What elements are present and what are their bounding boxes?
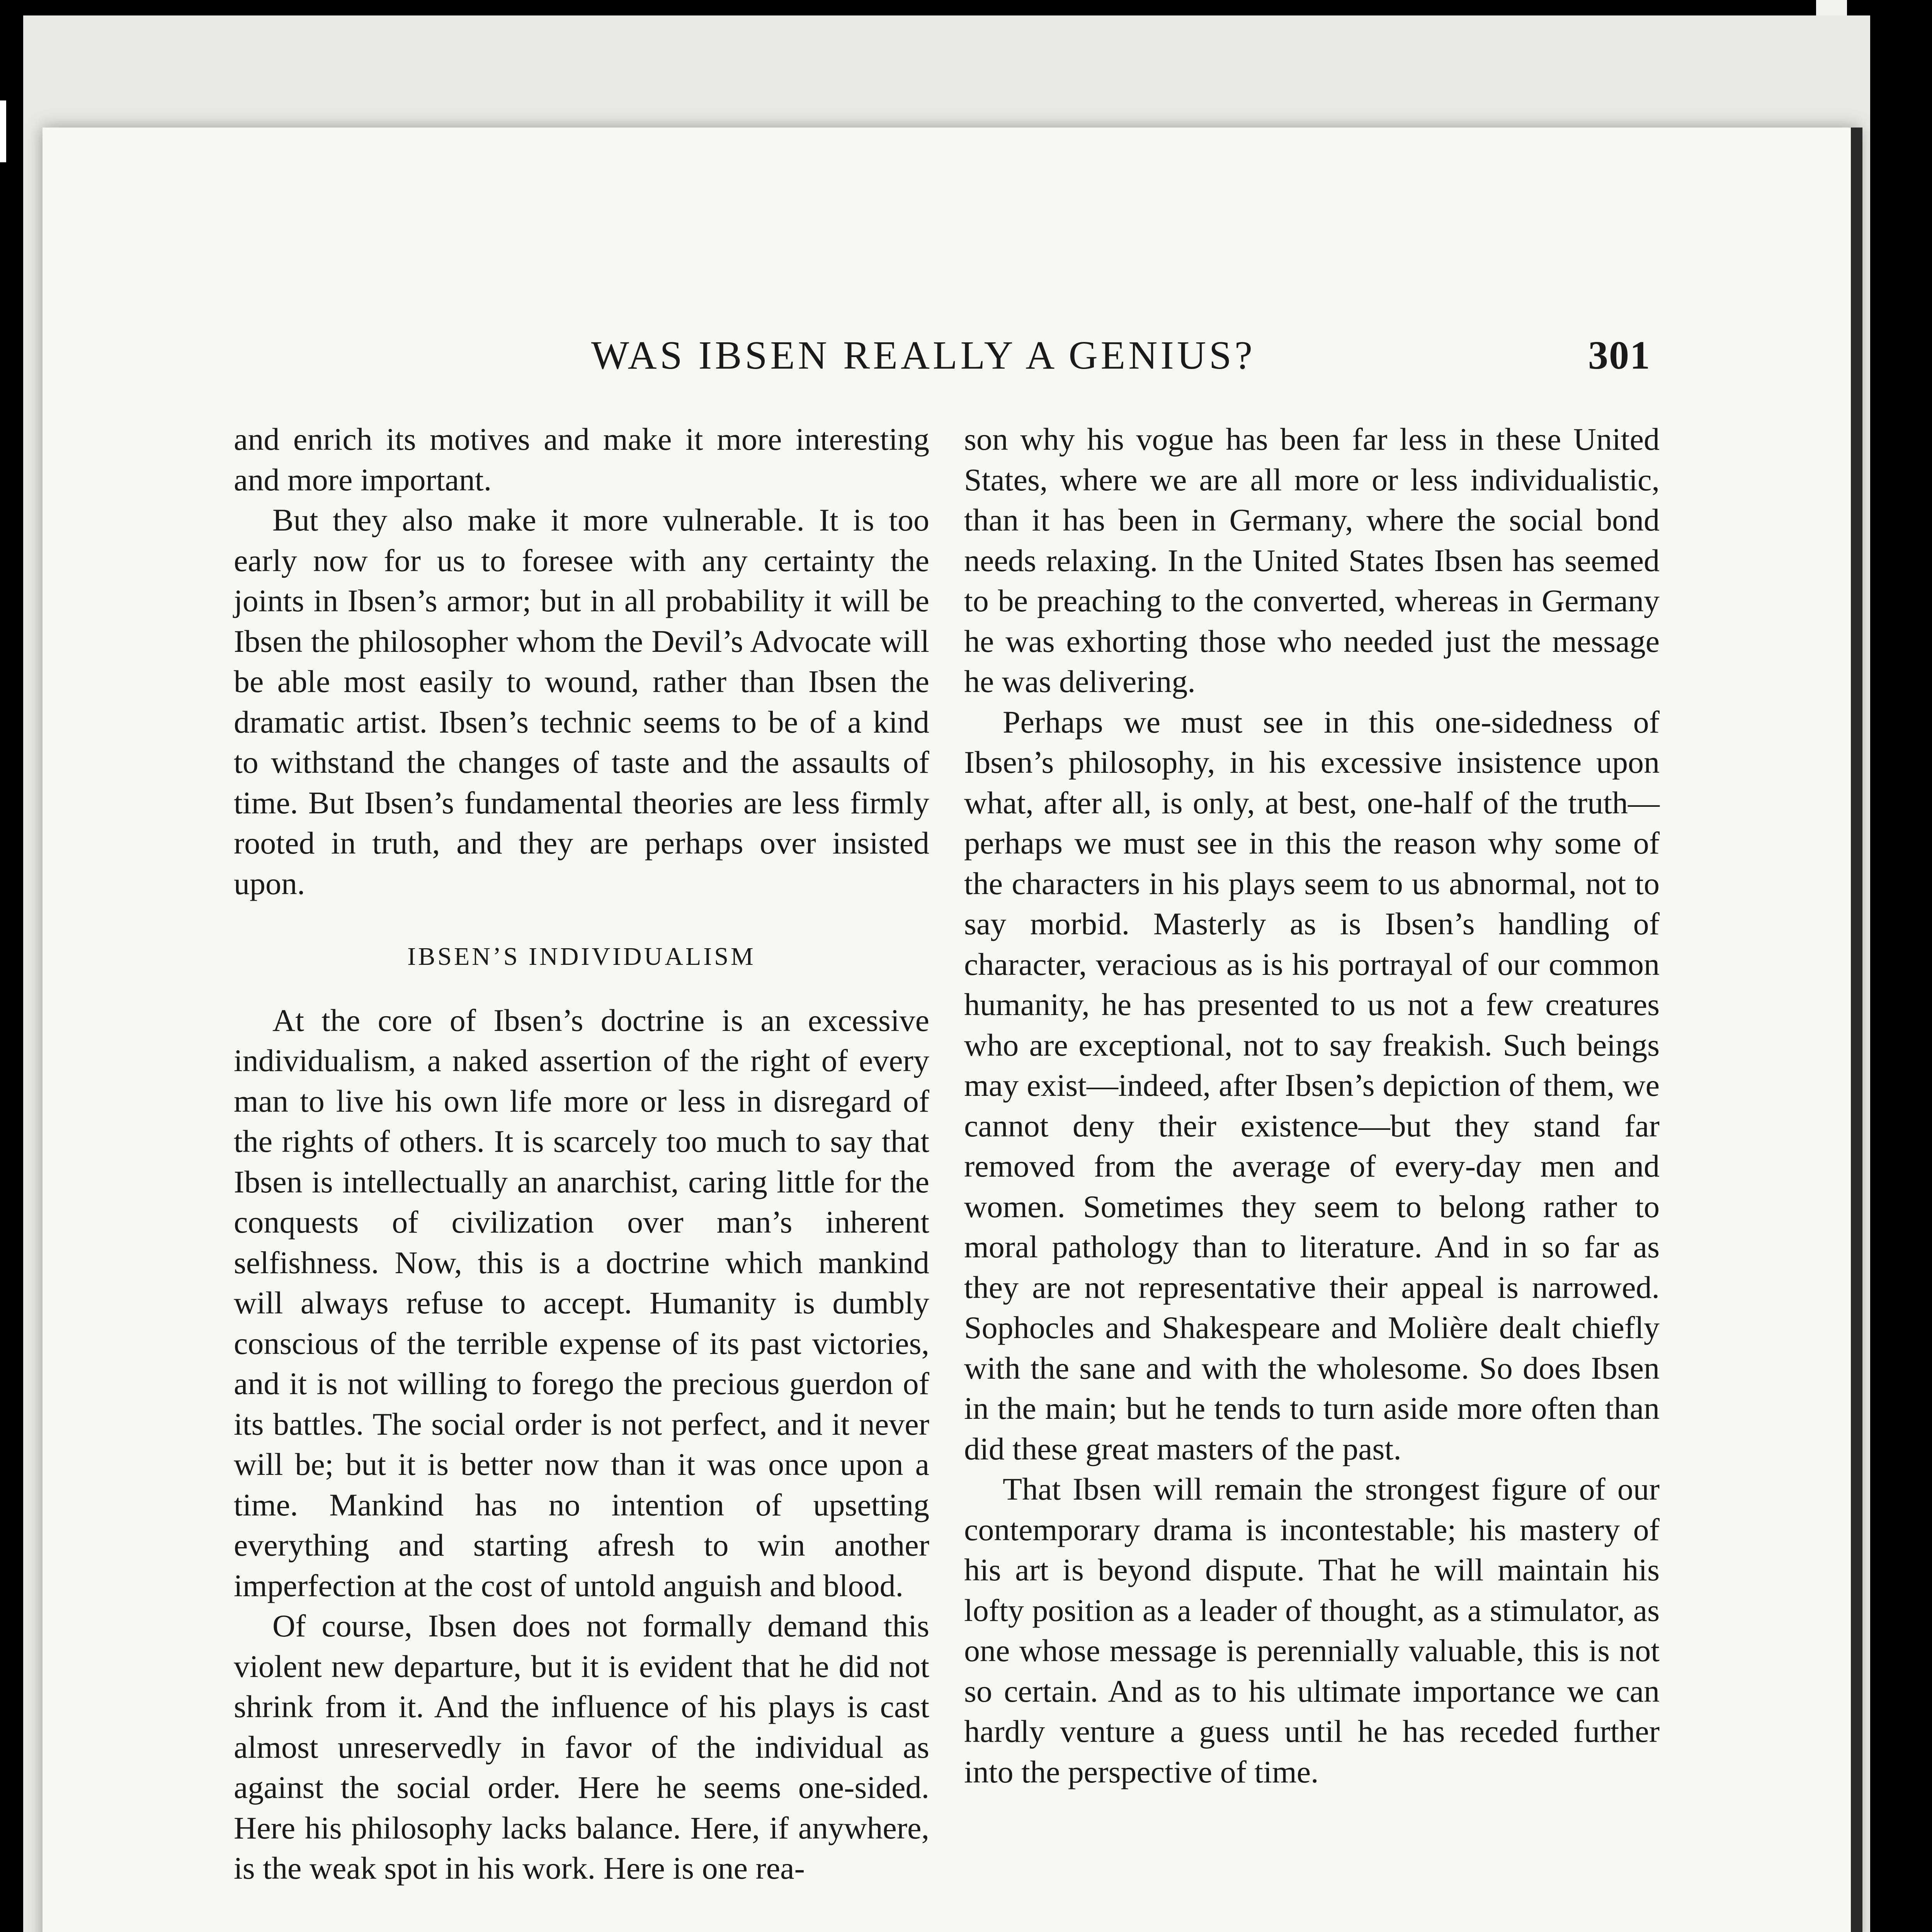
left-column <box>234 419 929 1889</box>
section-heading: IBSEN’S INDIVIDUALISM <box>407 942 756 971</box>
paragraph: Of course, Ibsen does not formally demand this violent new departure, but it is evident that he did not shrink from it. And the influence of his plays is cast almost unreservedly in favor of the individual as against the social order. Here he seems one-sided. Here his philosophy lacks balance. Here, if anywhere, is the weak spot in his work. Here is one rea- <box>234 1608 929 1886</box>
running-head-title: WAS IBSEN REALLY A GENIUS? <box>591 333 1256 378</box>
right-column <box>964 419 1660 1792</box>
paragraph: But they also make it more vulnerable. It is too early now for us to foresee with any certainty the joints in Ibsen’s armor; but in all probability it will be Ibsen the philosopher whom the Devil’s Advocate will be able most easily to wound, rather than Ibsen the dramatic artist. Ibsen’s technic seems to be of a kind to withstand the changes of taste and the assaults of time. But Ibsen’s fundamental theories are less firmly rooted in truth, and they are perhaps over insisted upon. <box>234 502 929 901</box>
paragraph: and enrich its motives and make it more interesting and more important. <box>234 422 929 497</box>
paragraph: son why his vogue has been far less in these United States, where we are all more or less individualistic, than it has been in Germany, where the social bond needs relaxing. In the United States Ibsen has seemed to be preaching to the converted, whereas in Germany he was exhorting those who needed just the message he was delivering. <box>964 422 1660 699</box>
page-edge-shadow <box>1851 128 1862 1932</box>
page-number: 301 <box>1588 333 1651 378</box>
running-head <box>591 332 1673 378</box>
paragraph: Perhaps we must see in this one-sidedness of Ibsen’s philosophy, in his excessive insistence upon what, after all, is only, at best, one-half of the truth—perhaps we must see in this the reason why some of the characters in his plays seem to us abnormal, not to say morbid. Masterly as is Ibsen’s handling of character, veracious as is his portrayal of our common humanity, he has presented to us not a few creatures who are exceptional, not to say freakish. Such beings may exist—indeed, after Ibsen’s depiction of them, we cannot deny their existence—but they stand far removed from the average of every-day men and women. Sometimes they seem to belong rather to moral pathology than to literature. And in so far as they are not representative their appeal is narrowed. Sophocles and Shakespeare and Molière dealt chiefly with the sane and with the wholesome. So does Ibsen in the main; but he tends to turn aside more often than did these great masters of the past. <box>964 704 1660 1466</box>
scan-edge-mark <box>0 100 6 162</box>
paragraph: That Ibsen will remain the strongest figure of our contemporary drama is incontestable; his mastery of his art is beyond dispute. That he will maintain his lofty position as a leader of thought, as a stimulator, as one whose message is perennially valuable, this is not so certain. And as to his ultimate importance we can hardly venture a guess until he has receded further into the perspective of time. <box>964 1471 1660 1789</box>
paragraph: At the core of Ibsen’s doctrine is an excessive individualism, a naked assertion of the right of every man to live his own life more or less in disregard of the rights of others. It is scarcely too much to say that Ibsen is intellectually an anarchist, caring little for the conquests of civilization over man’s inherent selfishness. Now, this is a doctrine which mankind will always refuse to accept. Humanity is dumbly conscious of the terrible expense of its past victories, and it is not willing to forego the precious guerdon of its battles. The social order is not perfect, and it never will be; but it is better now than it was once upon a time. Mankind has no intention of upsetting everything and starting afresh to win another imperfection at the cost of untold anguish and blood. <box>234 1002 929 1603</box>
